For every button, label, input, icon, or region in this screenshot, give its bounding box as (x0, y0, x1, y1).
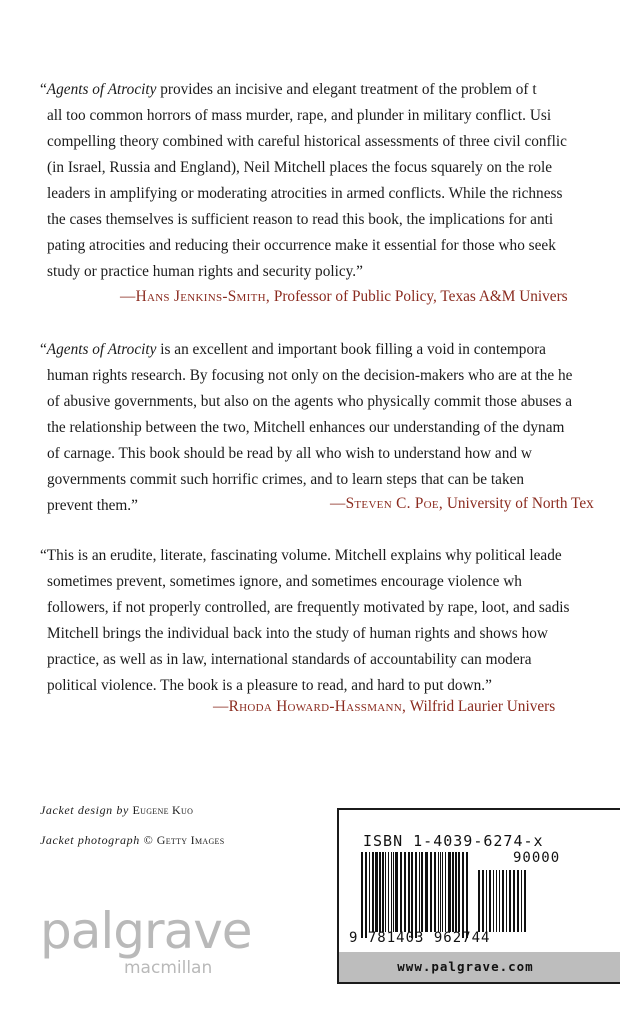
barcode-bar (404, 852, 406, 932)
barcode-bar (400, 852, 402, 932)
barcode-bar (482, 870, 484, 932)
barcode-bar (462, 852, 464, 938)
quote-line (47, 132, 567, 152)
quote-line (47, 158, 552, 178)
quote-line (47, 496, 138, 516)
barcode-bar (506, 870, 507, 932)
barcode-bar (496, 870, 497, 932)
barcode-bar (385, 852, 386, 932)
barcode-bar (379, 852, 381, 932)
barcode-box (337, 808, 620, 984)
quote-text: (in Israel, Russia and England), Neil Mitchell places the focus squarely on the role (47, 159, 553, 176)
barcode-bar (411, 852, 413, 938)
quote-line (47, 184, 562, 204)
quote-text: pating atrocities and reducing their occurrence make it essential for those who seek (47, 237, 556, 254)
barcode-bar (369, 852, 370, 932)
barcode-bar (375, 852, 378, 932)
quote-text: Mitchell brings the individual back into the study of human rights and shows how (47, 625, 548, 642)
quote-line (47, 598, 570, 618)
quote-text: practice, as well as in law, international standards of accountability can modera (47, 651, 532, 668)
quote-text: all too common horrors of mass murder, rape, and plunder in military conflict. Usi (47, 107, 552, 124)
quote-line (40, 340, 546, 360)
quote-text: compelling theory combined with careful historical assessments of three civil conflic (47, 133, 567, 150)
barcode-bar (445, 852, 446, 932)
quote-text: study or practice human rights and security policy.” (47, 263, 363, 280)
quote-line (47, 572, 522, 592)
barcode-bar (365, 852, 367, 938)
quote-line (40, 80, 537, 100)
quote-text: human rights research. By focusing not only on the decision-makers who are at the he (47, 367, 573, 384)
barcode-bar (408, 852, 410, 932)
quote-text: provides an incisive and elegant treatment of the problem of t (156, 81, 537, 98)
credit-name: Getty Images (156, 833, 225, 847)
barcode-bar (502, 870, 504, 932)
credit-name: Eugene Kuo (132, 803, 194, 817)
barcode-bar (395, 852, 398, 932)
barcode-bar (372, 852, 374, 932)
quote-text: the relationship between the two, Mitchell enhances our understanding of the dynam (47, 419, 565, 436)
quote-text: of abusive governments, but also on the agents who physically commit those abuses a (47, 393, 573, 410)
barcode-bar (419, 852, 420, 932)
credit-label: Jacket design by (40, 803, 129, 817)
attribution-detail: Professor of Public Policy, Texas A&M Univers (270, 288, 568, 305)
barcode-bar (486, 870, 487, 932)
jacket-photo-credit (40, 833, 225, 848)
quote-text: “This is an erudite, literate, fascinating volume. Mitchell explains why political leade (40, 547, 562, 564)
quote-text: the cases themselves is sufficient reason to read this book, the implications for anti (47, 211, 554, 228)
quote-text: “ (40, 81, 47, 98)
barcode-bar (458, 852, 460, 932)
barcode-bar (513, 870, 515, 932)
barcode-bar (452, 852, 454, 932)
isbn-text: ISBN 1-4039-6274-x (363, 832, 544, 850)
quote-attribution (120, 288, 568, 306)
quote-line (47, 366, 572, 386)
attribution-name: —Hans Jenkins-Smith, (120, 288, 270, 305)
barcode-bar (391, 852, 392, 932)
quote-text: followers, if not properly controlled, are frequently motivated by rape, loot, and sadis (47, 599, 570, 616)
quote-text: leaders in amplifying or moderating atrocities in armed conflicts. While the richness (47, 185, 563, 202)
publisher-logo-wordmark: palgrave (40, 902, 252, 960)
barcode-bar (442, 852, 443, 932)
quote-text: sometimes prevent, sometimes ignore, and sometimes encourage violence wh (47, 573, 522, 590)
quote-text: “ (40, 341, 47, 358)
barcode-bar (499, 870, 500, 932)
barcode-bar (425, 852, 428, 932)
barcode-bar (393, 852, 394, 932)
quote-line (47, 624, 548, 644)
quote-text: is an excellent and important book filling a void in contempora (156, 341, 546, 358)
attribution-detail: Wilfrid Laurier Univers (406, 698, 556, 715)
quote-attribution (330, 495, 594, 513)
barcode-bar (434, 852, 436, 932)
barcode-bar (521, 870, 522, 932)
quote-line (47, 470, 524, 490)
quote-text: political violence. The book is a pleasure to read, and hard to put down.” (47, 677, 492, 694)
attribution-detail: University of North Tex (443, 495, 594, 512)
barcode-bar (455, 852, 457, 932)
quote-text: prevent them.” (47, 497, 138, 514)
quote-attribution (213, 698, 555, 716)
barcode-bar (466, 852, 468, 938)
quote-line (47, 418, 564, 438)
quote-text: of carnage. This book should be read by all who wish to understand how and w (47, 445, 532, 462)
quote-line (47, 392, 572, 412)
barcode-bar (438, 852, 439, 932)
quote-text: governments commit such horrific crimes, and to learn steps that can be taken (47, 471, 525, 488)
barcode-bar (430, 852, 432, 932)
barcode-bar (517, 870, 519, 932)
barcode-bar (440, 852, 441, 932)
barcode-bar (382, 852, 384, 932)
attribution-name: —Steven C. Poe, (330, 495, 444, 512)
quote-line (47, 650, 532, 670)
quote-line (47, 676, 492, 696)
quote-line (47, 106, 551, 126)
quote-line (47, 210, 553, 230)
quote-line (47, 262, 363, 282)
book-title-italic: Agents of Atrocity (46, 81, 157, 98)
barcode-bar (489, 870, 491, 932)
barcode-bar (493, 870, 494, 932)
barcode-bar (478, 870, 480, 932)
barcode-bar (361, 852, 363, 938)
barcode-bar (524, 870, 526, 932)
barcode-bar (415, 852, 417, 938)
barcode-bar (509, 870, 511, 932)
quote-line (40, 546, 562, 566)
quote-line (47, 444, 532, 464)
barcode-bar (421, 852, 423, 932)
price-code: 90000 (513, 850, 561, 866)
publisher-url: www.palgrave.com (339, 952, 620, 982)
quote-line (47, 236, 556, 256)
attribution-name: —Rhoda Howard-Hassmann, (213, 698, 407, 715)
jacket-design-credit (40, 803, 193, 818)
barcode-bar (388, 852, 389, 932)
book-title-italic: Agents of Atrocity (46, 341, 157, 358)
publisher-logo-subtitle: macmillan (124, 958, 213, 978)
credit-label: Jacket photograph © (40, 833, 154, 847)
ean-digits: 9 781403 962744 (349, 930, 491, 946)
barcode-bar (448, 852, 451, 932)
